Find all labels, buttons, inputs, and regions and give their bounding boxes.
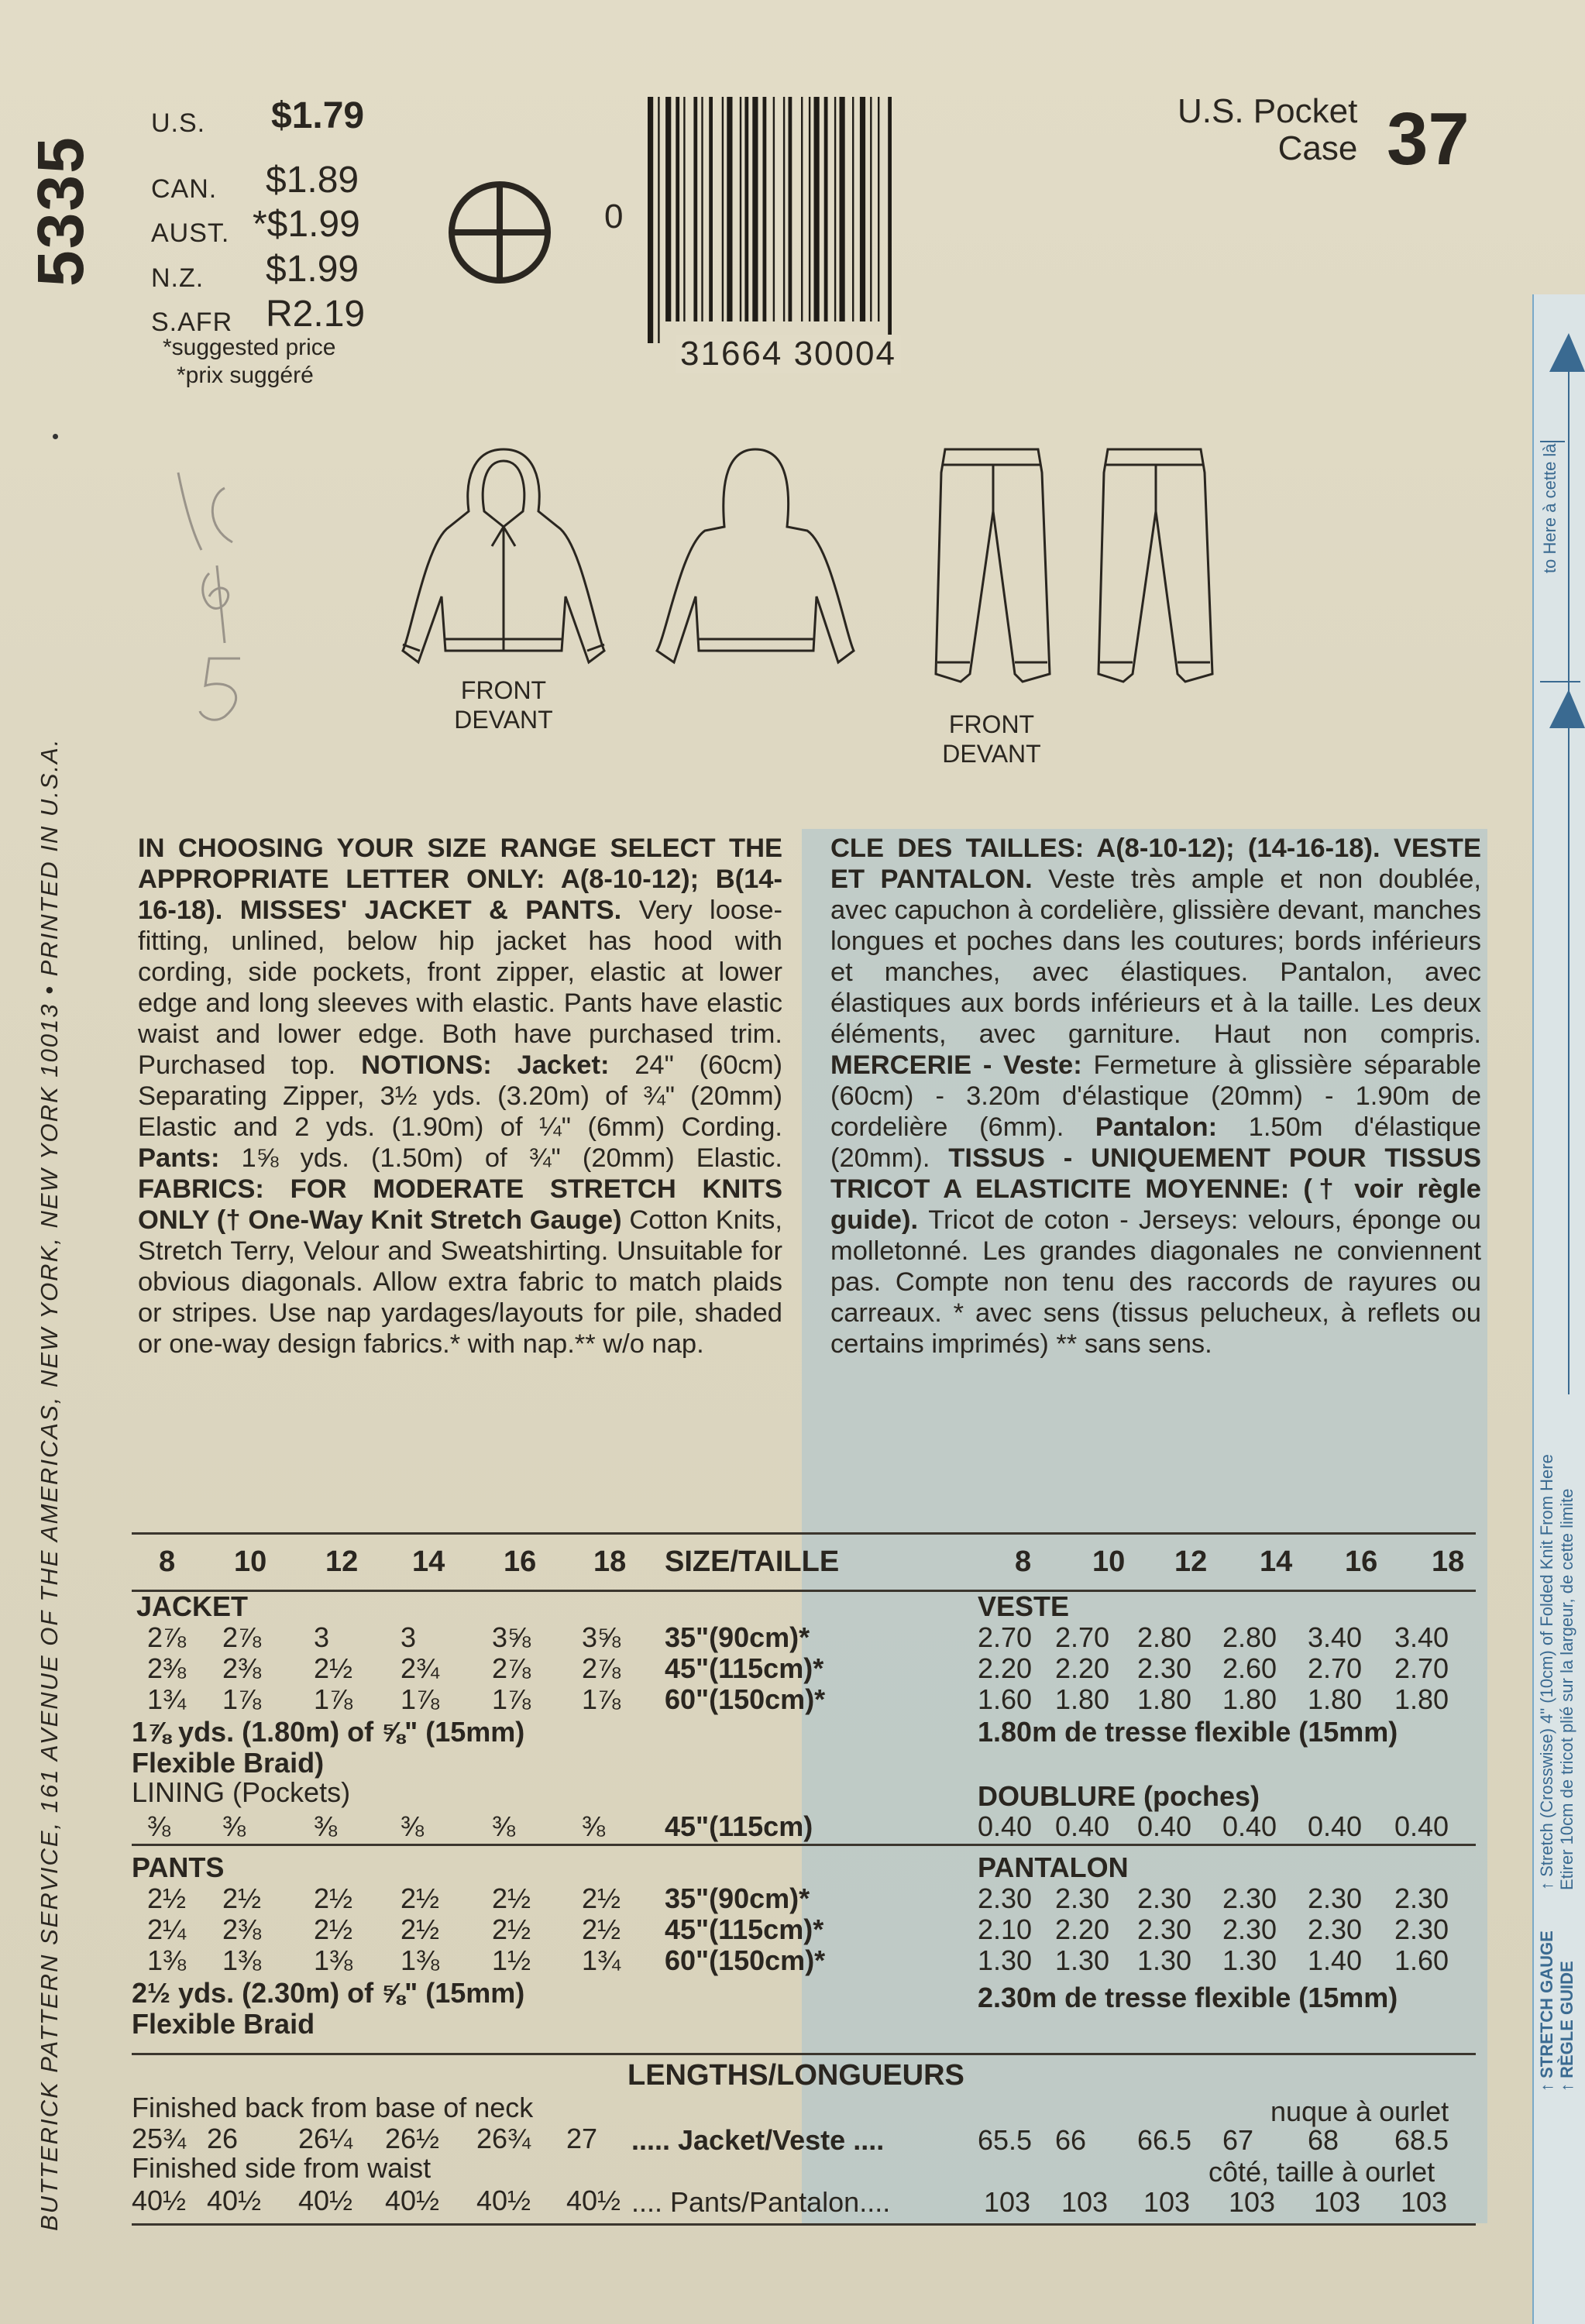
pants-yardage-us: 2½ (314, 1882, 353, 1914)
jacket-yardage-m: 2.80 (1222, 1621, 1277, 1653)
barcode-bar (683, 97, 685, 321)
pants-yardage-us: 1⅜ (314, 1944, 353, 1976)
jacket-length-cm: 66.5 (1137, 2124, 1192, 2156)
lengths-header: LENGTHS/LONGUEURS (627, 2059, 964, 2092)
barcode-bar (773, 97, 775, 321)
publisher-credit: BUTTERICK PATTERN SERVICE, 161 AVENUE OF THE AMERICAS, NEW YORK, NEW YORK 10013 • PRINTED IN U.S.A. (36, 737, 63, 2231)
jacket-length-cm: 67 (1222, 2124, 1254, 2156)
barcode-bar (693, 97, 697, 321)
pocket-line: U.S. Pocket (1178, 92, 1358, 130)
jacket-length-label-en: Finished back from base of neck (132, 2092, 534, 2123)
barcode-bar (801, 97, 803, 321)
jacket-yardage-us: 3⅝ (582, 1621, 621, 1653)
pencil-handwriting (163, 465, 294, 728)
pants-yardage-m: 2.20 (1055, 1913, 1110, 1945)
pants-yardage-m: 1.30 (1222, 1944, 1277, 1976)
price-value: R2.19 (266, 294, 366, 335)
pants-yardage-m: 2.30 (1308, 1882, 1363, 1914)
size-header-metric: 12 (1174, 1545, 1208, 1578)
jacket-yardage-m: 2.70 (1308, 1652, 1363, 1684)
pants-yardage-us: 1⅜ (401, 1944, 440, 1976)
gauge-label-fr: ↑ RÈGLE GUIDE (1557, 1961, 1576, 2092)
fabrics-body-en: Cotton Knits, Stretch Terry, Velour and Sweatshirting. Unsuitable for obvious diagonals. Allow extra fabric to match plaids or stripes. Use nap yardages/layouts for pile, shaded or one-way design fabrics.* with nap.** w/o nap. (138, 1205, 782, 1359)
pants-yardage-us: 2½ (147, 1882, 187, 1914)
jacket-yardage-us: 2½ (314, 1652, 353, 1684)
pants-length-us: 40½ (132, 2185, 187, 2216)
pants-length-cm: 103 (1143, 2186, 1191, 2218)
jacket-length-cm: 68 (1308, 2124, 1339, 2156)
jacket-yardage-m: 2.70 (1394, 1652, 1449, 1684)
fabric-width: 35"(90cm)* (665, 1882, 810, 1914)
jacket-back-illustration (643, 442, 868, 674)
pants-yardage-m: 2.30 (1222, 1882, 1277, 1914)
lining-yardage-us: ⅜ (314, 1810, 338, 1842)
pants-view-label (941, 710, 1042, 768)
price-value: $1.89 (266, 160, 359, 201)
french-description (830, 833, 1481, 1360)
jacket-yardage-us: 3 (314, 1621, 330, 1653)
pants-yardage-us: 1½ (492, 1944, 531, 1976)
table-rule (132, 1532, 1476, 1535)
pants-label: PANTS (132, 1851, 225, 1883)
table-rule (132, 1844, 1476, 1846)
gauge-instruction-en: ↑ Stretch (Crosswise) 4" (10cm) of Folded Knit From Here (1537, 1454, 1556, 1890)
description-body-fr: Veste très ample et non doublée, avec capuchon à cordelière, glissière devant, manches longues et poches dans les coutures; bords inférieurs et manches, avec élastiques. Pantalon, avec élastiques aux bords inférieurs et à la taille. Les deux éléments, avec garniture. Haut non compris. (830, 865, 1482, 1049)
pants-yardage-m: 2.30 (1137, 1882, 1192, 1914)
fabric-width: 45"(115cm)* (665, 1652, 824, 1684)
pants-yardage-m: 1.30 (978, 1944, 1033, 1976)
jacket-yardage-us: 1⅞ (492, 1683, 531, 1715)
pocket-case-label (1178, 93, 1357, 167)
lining-yardage-m: 0.40 (1394, 1810, 1449, 1842)
fabric-width: 60"(150cm)* (665, 1944, 826, 1976)
crosshair-circle-icon (445, 178, 554, 287)
size-header-us: 12 (325, 1545, 359, 1578)
barcode-bar (709, 97, 713, 321)
size-header-metric: 8 (1015, 1545, 1032, 1578)
pants-yardage-us: 2½ (582, 1913, 621, 1945)
gauge-to-here: to Here à cette là (1540, 443, 1559, 573)
pants-yardage-us: 1¾ (582, 1944, 621, 1976)
jacket-length-label-fr: nuque à ourlet (1270, 2095, 1449, 2127)
barcode-bar (809, 97, 810, 321)
size-header-metric: 16 (1345, 1545, 1378, 1578)
gauge-instruction-fr: Etirer 10cm de tricot plié sur la largeur, de cette limite (1557, 1488, 1576, 1890)
fabrics-body-fr: Tricot de coton - Jerseys: velours, éponge ou molletonné. Les grandes diagonales ne conviennent pas. Compte non tenu des raccords de rayures ou carreaux. * avec sens (tissus pelucheux, à reflets ou certains imprimés) ** sans sens. (830, 1205, 1481, 1359)
jacket-yardage-us: 1¾ (147, 1683, 187, 1715)
barcode-bar (878, 97, 879, 321)
country-label: S.AFR (151, 308, 233, 337)
jacket-yardage-m: 1.80 (1222, 1683, 1277, 1715)
price-note-en: *suggested price (163, 335, 336, 360)
lining-yardage-m: 0.40 (1222, 1810, 1277, 1842)
pants-yardage-m: 2.10 (978, 1913, 1033, 1945)
size-header-us: 14 (412, 1545, 445, 1578)
size-header-label: SIZE/TAILLE (665, 1545, 840, 1578)
barcode-bar (701, 97, 703, 321)
jacket-yardage-m: 1.80 (1308, 1683, 1363, 1715)
jacket-length-cm: 66 (1055, 2124, 1087, 2156)
pants-yardage-us: 2½ (401, 1882, 440, 1914)
size-header-metric: 18 (1432, 1545, 1465, 1578)
notions-body-en: 24" (60cm) Separating Zipper, 3½ yds. (3.20m) of ¾" (20mm) Elastic and 2 yds. (1.90m) of ¼" (6mm) Cording. (138, 1050, 782, 1142)
doublure-label: DOUBLURE (poches) (978, 1780, 1260, 1812)
jacket-length-us: 26½ (385, 2123, 440, 2154)
notions-title-en: NOTIONS: Jacket: (361, 1050, 635, 1080)
jacket-yardage-us: 1⅞ (401, 1683, 440, 1715)
lining-yardage-m: 0.40 (978, 1810, 1033, 1842)
dot-marker (53, 434, 58, 439)
jacket-yardage-m: 2.70 (978, 1621, 1033, 1653)
case-number: 37 (1387, 98, 1470, 180)
pants-yardage-us: 1⅜ (147, 1944, 187, 1976)
jacket-length-us: 26¼ (298, 2123, 353, 2154)
pants-length-us: 40½ (476, 2185, 531, 2216)
size-header-metric: 10 (1092, 1545, 1126, 1578)
lining-label: LINING (Pockets) (132, 1776, 351, 1808)
fabrics-title-fr: TISSUS - UNIQUEMENT POUR TISSUS TRICOT A ELASTICITE MOYENNE: († voir règle guide). (830, 1143, 1482, 1235)
barcode-bar (727, 97, 732, 321)
size-header-us: 8 (159, 1545, 176, 1578)
pants-length-us: 40½ (207, 2185, 262, 2216)
pants-length-cm: 103 (984, 2186, 1031, 2218)
price-value: $1.79 (271, 95, 365, 136)
jacket-yardage-us: 2¾ (401, 1652, 440, 1684)
jacket-braid-en-2: Flexible Braid) (132, 1747, 325, 1779)
jacket-length-us: 27 (566, 2123, 598, 2154)
pants-yardage-m: 2.30 (1055, 1882, 1110, 1914)
barcode (645, 97, 976, 345)
case-line: Case (1277, 129, 1358, 167)
size-range-en: IN CHOOSING YOUR SIZE RANGE SELECT THE APPROPRIATE LETTER ONLY: A(8-10-12); B(14-16-18). (138, 834, 782, 925)
size-range-fr: CLE DES TAILLES: A(8-10-12); (14-16-18). (830, 834, 1394, 863)
jacket-length-label: ..... Jacket/Veste .... (631, 2124, 885, 2156)
pants-braid-en: 2½ yds. (2.30m) of ⅝" (15mm) (132, 1977, 525, 2009)
jacket-braid-en: 1⅞ yds. (1.80m) of ⅝" (15mm) (132, 1716, 525, 1748)
barcode-bar (824, 97, 828, 321)
pants-yardage-us: 2½ (314, 1913, 353, 1945)
lining-yardage-us: ⅜ (582, 1810, 606, 1842)
pants-yardage-m: 2.30 (978, 1882, 1033, 1914)
barcode-bar (860, 97, 865, 321)
jacket-yardage-m: 2.70 (1055, 1621, 1110, 1653)
pants-length-us: 40½ (385, 2185, 440, 2216)
country-label: CAN. (151, 174, 218, 204)
view-label-fr: DEVANT (942, 740, 1041, 768)
jacket-yardage-m: 2.20 (978, 1652, 1033, 1684)
barcode-bar (676, 97, 679, 321)
pants-notions-body-fr: 1.50m d'élastique (20mm). (830, 1112, 1481, 1173)
size-header-us: 16 (504, 1545, 537, 1578)
table-rule (132, 2053, 1476, 2055)
jacket-yardage-us: 2⅜ (147, 1652, 187, 1684)
lining-yardage-us: ⅜ (222, 1810, 246, 1842)
jacket-braid-fr: 1.80m de tresse flexible (15mm) (978, 1716, 1398, 1748)
country-label: AUST. (151, 218, 230, 248)
jacket-yardage-us: 1⅞ (582, 1683, 621, 1715)
pants-front-illustration (922, 442, 1061, 697)
jacket-yardage-us: 2⅞ (582, 1652, 621, 1684)
price-value: *$1.99 (253, 204, 360, 245)
barcode-prefix: 0 (604, 198, 624, 235)
view-label-en: FRONT (460, 676, 547, 704)
jacket-length-us: 26 (207, 2123, 239, 2154)
barcode-bar (852, 97, 854, 321)
barcode-bar (665, 97, 671, 321)
jacket-yardage-m: 2.30 (1137, 1652, 1192, 1684)
jacket-length-cm: 65.5 (978, 2124, 1033, 2156)
pants-yardage-m: 2.30 (1394, 1882, 1449, 1914)
jacket-yardage-us: 2⅜ (222, 1652, 262, 1684)
lining-yardage-us: ⅜ (401, 1810, 425, 1842)
country-label: U.S. (151, 108, 206, 138)
jacket-length-us: 26¾ (476, 2123, 531, 2154)
pants-yardage-m: 2.30 (1308, 1913, 1363, 1945)
view-label-en: FRONT (948, 710, 1035, 738)
fabric-width: 45"(115cm) (665, 1810, 813, 1842)
jacket-length-us: 25¾ (132, 2123, 187, 2154)
barcode-bar (814, 97, 820, 321)
pants-yardage-us: 2½ (222, 1882, 262, 1914)
jacket-front-illustration (387, 442, 620, 674)
jacket-yardage-us: 2⅞ (222, 1621, 262, 1653)
country-label: N.Z. (151, 263, 205, 293)
pants-yardage-m: 1.30 (1055, 1944, 1110, 1976)
jacket-yardage-m: 1.80 (1055, 1683, 1110, 1715)
description-title-en: MISSES' JACKET & PANTS. (239, 896, 639, 925)
barcode-bar (888, 97, 892, 343)
size-header-us: 18 (593, 1545, 627, 1578)
pants-yardage-us: 2½ (492, 1913, 531, 1945)
pants-length-label-fr: côté, taille à ourlet (1209, 2156, 1435, 2188)
pants-length-cm: 103 (1229, 2186, 1276, 2218)
barcode-bar (840, 97, 845, 321)
pants-yardage-m: 1.60 (1394, 1944, 1449, 1976)
price-note-fr: *prix suggéré (177, 363, 314, 388)
barcode-bar (763, 97, 767, 321)
pants-yardage-us: 2⅜ (222, 1913, 262, 1945)
barcode-bar (722, 97, 724, 321)
jacket-yardage-us: 2⅞ (492, 1652, 531, 1684)
jacket-yardage-us: 1⅞ (222, 1683, 262, 1715)
barcode-bar (648, 97, 653, 343)
pants-length-cm: 103 (1401, 2186, 1448, 2218)
gauge-label-en: ↑ STRETCH GAUGE (1537, 1930, 1556, 2092)
lining-yardage-m: 0.40 (1137, 1810, 1192, 1842)
pants-braid-en-2: Flexible Braid (132, 2008, 315, 2040)
lining-yardage-us: ⅜ (492, 1810, 516, 1842)
jacket-yardage-m: 1.60 (978, 1683, 1033, 1715)
barcode-bar (834, 97, 836, 321)
notions-body-fr: Fermeture à glissière séparable (60cm) - 3.20m d'élastique (20mm) - 1.90m de cordelière (6mm). (830, 1050, 1482, 1142)
lining-yardage-us: ⅜ (147, 1810, 171, 1842)
pants-length-label-en: Finished side from waist (132, 2152, 431, 2184)
pants-yardage-us: 1⅜ (222, 1944, 262, 1976)
fabrics-title-en: FABRICS: FOR MODERATE STRETCH KNITS ONLY († One-Way Knit Stretch Gauge) (138, 1174, 782, 1235)
jacket-yardage-m: 1.80 (1394, 1683, 1449, 1715)
jacket-yardage-m: 2.80 (1137, 1621, 1192, 1653)
barcode-bar (783, 97, 785, 321)
jacket-yardage-m: 2.20 (1055, 1652, 1110, 1684)
jacket-yardage-m: 3.40 (1394, 1621, 1449, 1653)
pattern-number: 5335 (24, 136, 97, 287)
pants-yardage-m: 2.30 (1394, 1913, 1449, 1945)
fabric-width: 35"(90cm)* (665, 1621, 810, 1653)
fabric-width: 60"(150cm)* (665, 1683, 826, 1715)
size-header-us: 10 (234, 1545, 267, 1578)
jacket-length-cm: 68.5 (1394, 2124, 1449, 2156)
pants-yardage-us: 2½ (492, 1882, 531, 1914)
pants-yardage-m: 1.40 (1308, 1944, 1363, 1976)
jacket-yardage-m: 2.60 (1222, 1652, 1277, 1684)
table-rule (132, 2223, 1476, 2226)
pants-length-cm: 103 (1314, 2186, 1361, 2218)
barcode-number: 31664 30004 (676, 335, 901, 373)
description-body-en: Very loose-fitting, unlined, below hip jacket has hood with cording, side pockets, front zipper, elastic at lower edge and long sleeves with elastic. Pants have elastic waist and lower edge. Both have purchased trim. Purchased top. (138, 896, 782, 1080)
pants-yardage-us: 2½ (401, 1913, 440, 1945)
view-label-fr: DEVANT (454, 706, 553, 734)
barcode-bar (870, 97, 872, 321)
description-title-fr: VESTE ET PANTALON. (830, 834, 1481, 894)
pants-back-illustration (1085, 442, 1224, 697)
fabric-width: 45"(115cm)* (665, 1913, 824, 1945)
barcode-bar (658, 97, 659, 343)
stretch-gauge-strip (1532, 294, 1585, 2324)
jacket-view-label (453, 676, 554, 734)
pants-length-cm: 103 (1061, 2186, 1109, 2218)
jacket-label: JACKET (136, 1590, 249, 1622)
jacket-yardage-m: 1.80 (1137, 1683, 1192, 1715)
pants-length-us: 40½ (298, 2185, 353, 2216)
notions-title-fr: MERCERIE - Veste: (830, 1050, 1094, 1080)
jacket-yardage-us: 2⅞ (147, 1621, 187, 1653)
pants-yardage-m: 2.30 (1137, 1913, 1192, 1945)
barcode-bar (740, 97, 741, 321)
pants-notions-body-en: 1⅝ yds. (1.50m) of ¾" (20mm) Elastic. (241, 1143, 782, 1173)
veste-label: VESTE (978, 1590, 1070, 1622)
jacket-yardage-us: 3 (401, 1621, 417, 1653)
barcode-bar (744, 97, 748, 321)
pants-yardage-m: 2.30 (1222, 1913, 1277, 1945)
pants-yardage-us: 2½ (582, 1882, 621, 1914)
price-value: $1.99 (266, 249, 359, 290)
lining-yardage-m: 0.40 (1055, 1810, 1110, 1842)
jacket-yardage-m: 3.40 (1308, 1621, 1363, 1653)
pants-length-us: 40½ (566, 2185, 621, 2216)
pants-yardage-us: 2¼ (147, 1913, 187, 1945)
jacket-yardage-us: 3⅝ (492, 1621, 531, 1653)
jacket-yardage-us: 1⅞ (314, 1683, 353, 1715)
pants-length-label: .... Pants/Pantalon.... (631, 2186, 891, 2218)
barcode-bar (789, 97, 792, 321)
size-header-metric: 14 (1260, 1545, 1293, 1578)
pants-braid-fr: 2.30m de tresse flexible (15mm) (978, 1982, 1398, 2013)
lining-yardage-m: 0.40 (1308, 1810, 1363, 1842)
pantalon-label: PANTALON (978, 1851, 1129, 1883)
pants-notions-title-en: Pants: (138, 1143, 242, 1173)
pants-notions-title-fr: Pantalon: (1095, 1112, 1249, 1142)
table-rule (132, 1590, 1476, 1592)
barcode-bar (752, 97, 758, 321)
english-description (138, 833, 782, 1360)
pants-yardage-m: 1.30 (1137, 1944, 1192, 1976)
